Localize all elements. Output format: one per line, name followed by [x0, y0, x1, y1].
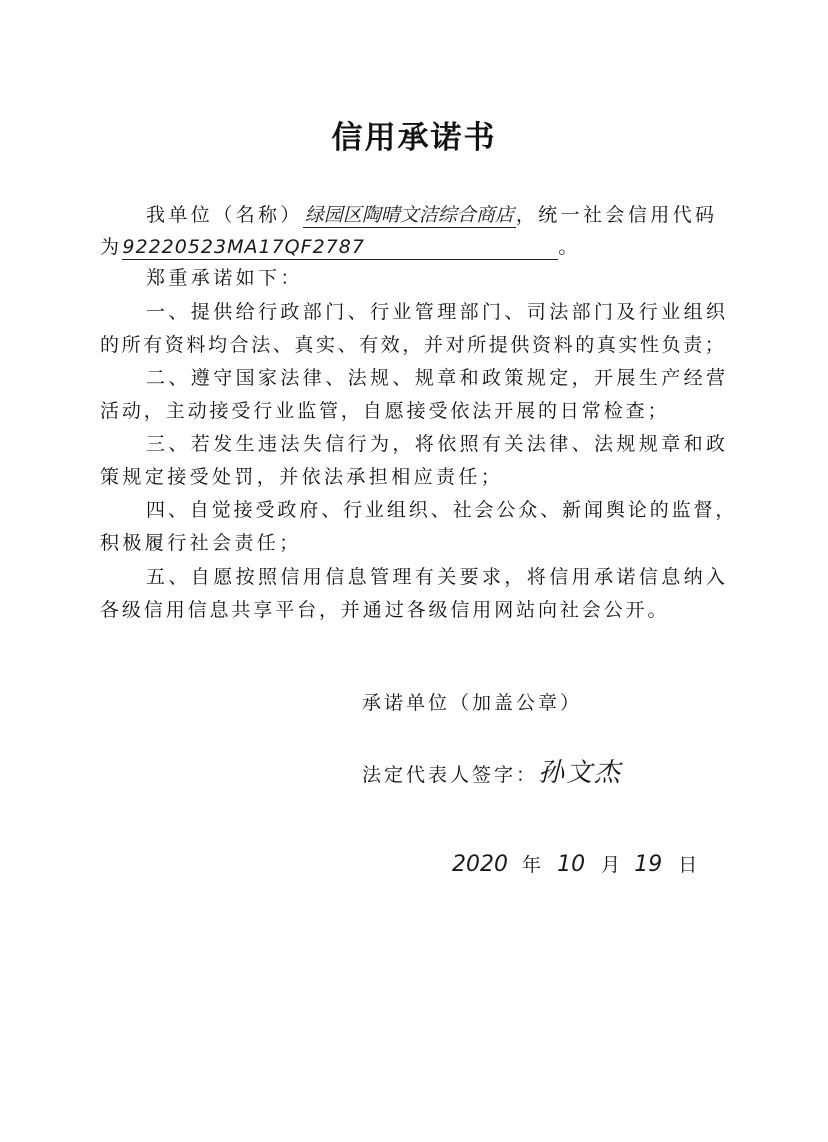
code-prefix: 为 — [100, 236, 123, 258]
rep-label: 法定代表人签字： — [362, 764, 539, 786]
date-year-unit: 年 — [522, 854, 542, 876]
pledge-line: 一、提供给行政部门、行业管理部门、司法部门及行业组织 — [146, 301, 729, 323]
pledge-intro: 郑重承诺如下： — [146, 267, 303, 289]
code-suffix: 。 — [558, 236, 581, 258]
pledge-line: 各级信用信息共享平台，并通过各级信用网站向社会公开。 — [100, 599, 670, 621]
date-day: 19 — [634, 852, 663, 877]
rep-signature-line — [362, 752, 622, 789]
pledge-line: 积极履行社会责任； — [100, 532, 302, 554]
pledge-line: 的所有资料均合法、真实、有效，并对所提供资料的真实性负责； — [100, 334, 727, 356]
date-month: 10 — [557, 852, 586, 877]
pledge-line: 五、自愿按照信用信息管理有关要求，将信用承诺信息纳入 — [146, 566, 729, 588]
credit-code-handwritten: 92220523MA17QF2787 — [122, 235, 558, 260]
date-line — [452, 850, 697, 877]
unit-seal-label: 承诺单位（加盖公章） — [362, 692, 583, 714]
entity-name-handwritten: 绿园区陶晴文洁综合商店 — [304, 204, 514, 226]
credit-code-line — [100, 235, 581, 260]
intro-line — [146, 203, 717, 228]
pledge-line: 四、自觉接受政府、行业组织、社会公众、新闻舆论的监督， — [146, 499, 738, 521]
pledge-line: 三、若发生违法失信行为，将依照有关法律、法规规章和政 — [146, 433, 729, 455]
pledge-line: 二、遵守国家法律、法规、规章和政策规定，开展生产经营 — [146, 367, 729, 389]
pledge-line: 活动，主动接受行业监管，自愿接受依法开展的日常检查； — [100, 400, 670, 422]
document-title: 信用承诺书 — [331, 120, 497, 156]
date-month-unit: 月 — [601, 854, 621, 876]
intro-middle: ，统一社会信用代码 — [515, 204, 718, 226]
intro-prefix: 我单位（名称） — [146, 204, 303, 226]
date-year: 2020 — [452, 852, 508, 877]
pledge-line: 策规定接受处罚，并依法承担相应责任； — [100, 466, 504, 488]
date-day-unit: 日 — [678, 854, 698, 876]
rep-signature-handwritten: 孙文杰 — [538, 758, 623, 788]
